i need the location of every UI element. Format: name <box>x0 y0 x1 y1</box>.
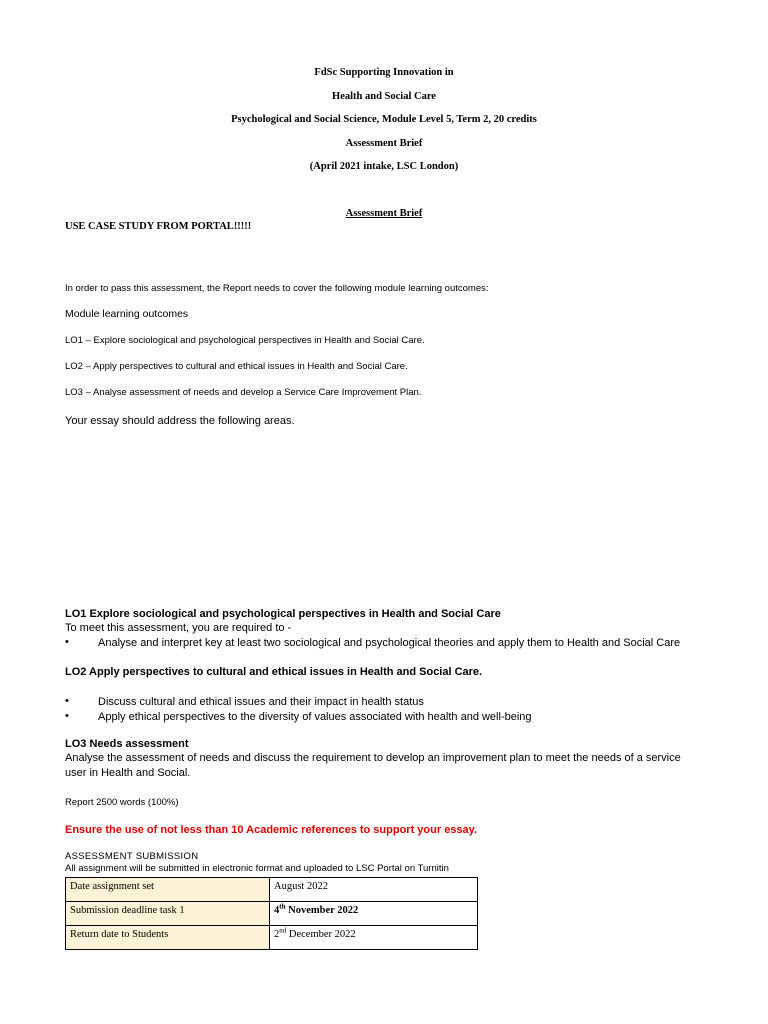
table-row <box>66 902 478 926</box>
table-row <box>66 926 478 950</box>
assessment-brief-subheading: Assessment Brief <box>345 208 423 219</box>
lo2-bullet-2: Apply ethical perspectives to the diversity of values associated with health and well-being <box>98 711 532 723</box>
essay-areas-text: Your essay should address the following areas. <box>65 415 295 427</box>
submission-note: All assignment will be submitted in electronic format and uploaded to LSC Portal on Turnitin <box>65 863 449 874</box>
table-cell-value <box>270 902 478 926</box>
lo3-text-line-1: Analyse the assessment of needs and discuss the requirement to develop an improvement plan to meet the needs of a service <box>65 752 681 764</box>
header-line-2: Health and Social Care <box>332 91 436 102</box>
table-cell-label: Return date to Students <box>66 926 270 950</box>
header-line-5: (April 2021 intake, LSC London) <box>309 161 459 172</box>
outcome-lo1: LO1 – Explore sociological and psychological perspectives in Health and Social Care. <box>65 335 425 346</box>
outcome-lo3: LO3 – Analyse assessment of needs and develop a Service Care Improvement Plan. <box>65 387 422 398</box>
header-line-1: FdSc Supporting Innovation in <box>314 67 454 78</box>
deadline-day: 4 <box>274 905 280 916</box>
submission-title: ASSESSMENT SUBMISSION <box>65 851 199 862</box>
lo1-intro: To meet this assessment, you are required to - <box>65 622 292 634</box>
table-cell-label: Date assignment set <box>66 878 270 902</box>
header-line-4: Assessment Brief <box>345 138 423 149</box>
table-cell-label: Submission deadline task 1 <box>66 902 270 926</box>
lo1-bullet-1: Analyse and interpret key at least two sociological and psychological theories and apply them to Health and Social Care <box>98 637 681 649</box>
table-cell-value <box>270 926 478 950</box>
outcome-lo2: LO2 – Apply perspectives to cultural and ethical issues in Health and Social Care. <box>65 361 408 372</box>
return-suffix: nd <box>279 926 287 935</box>
references-note: Ensure the use of not less than 10 Academic references to support your essay. <box>65 824 478 836</box>
table-cell-value: August 2022 <box>270 878 478 902</box>
return-day: 2 <box>274 929 280 940</box>
module-outcomes-label: Module learning outcomes <box>65 308 189 320</box>
submission-table <box>65 877 478 950</box>
intro-text: In order to pass this assessment, the Report needs to cover the following module learning outcomes: <box>65 283 489 294</box>
case-study-note: USE CASE STUDY FROM PORTAL!!!!! <box>65 221 252 232</box>
return-rest: December 2022 <box>286 929 356 940</box>
lo2-heading: LO2 Apply perspectives to cultural and ethical issues in Health and Social Care. <box>65 666 483 678</box>
table-row <box>66 878 478 902</box>
bullet-icon: • <box>65 636 69 648</box>
lo1-heading: LO1 Explore sociological and psychological perspectives in Health and Social Care <box>65 608 501 620</box>
bullet-icon: • <box>65 695 69 707</box>
header-line-3: Psychological and Social Science, Module Level 5, Term 2, 20 credits <box>231 114 537 125</box>
deadline-suffix: th <box>279 902 286 911</box>
bullet-icon: • <box>65 710 69 722</box>
report-word-count: Report 2500 words (100%) <box>65 797 179 808</box>
lo3-text-line-2: user in Health and Social. <box>65 767 191 779</box>
deadline-rest: November 2022 <box>285 905 359 916</box>
lo3-heading: LO3 Needs assessment <box>65 738 189 750</box>
lo2-bullet-1: Discuss cultural and ethical issues and their impact in health status <box>98 696 424 708</box>
